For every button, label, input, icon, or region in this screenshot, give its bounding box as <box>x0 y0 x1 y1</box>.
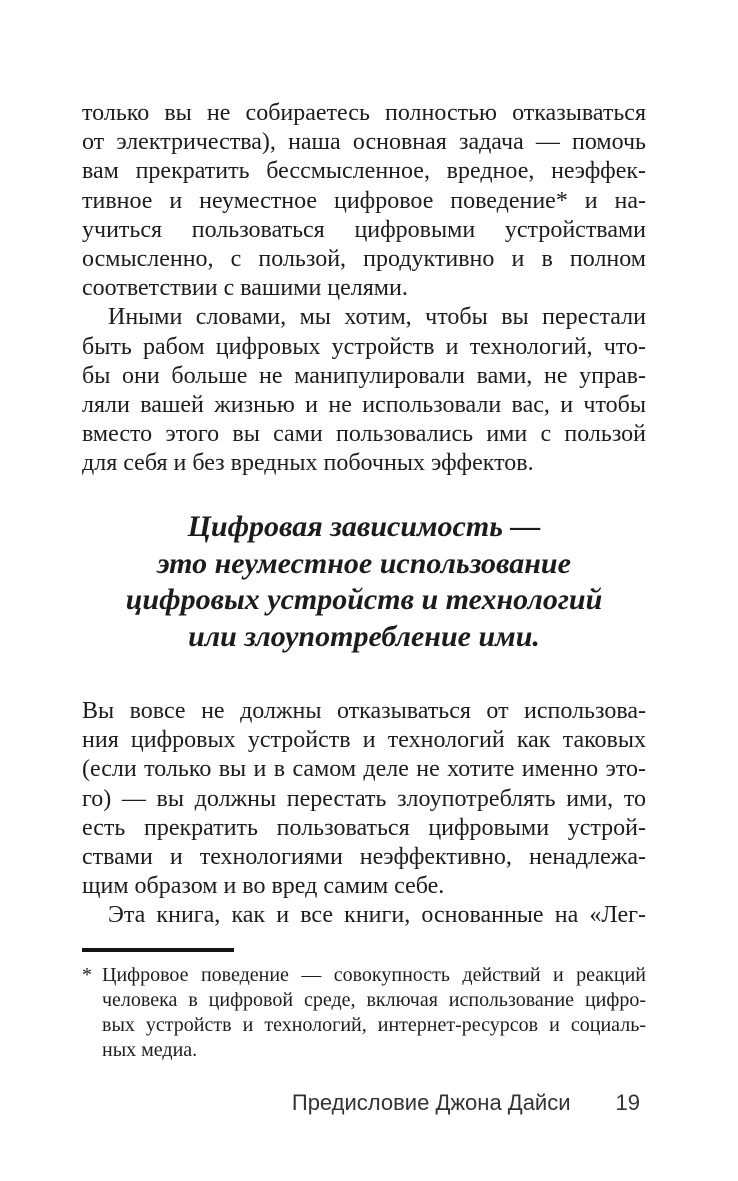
footnote <box>82 963 646 1063</box>
text-line: учиться пользоваться цифровыми устройствами <box>82 216 646 243</box>
text-line: бы они больше не манипулировали вами, не управ- <box>82 362 646 389</box>
page-number: 19 <box>615 1090 640 1115</box>
text-line: от электричества), наша основная задача — помочь <box>82 129 646 156</box>
text-line: Вы вовсе не должны отказываться от использова- <box>82 698 646 724</box>
pull-quote-heading <box>82 509 646 655</box>
footnote-divider <box>82 948 234 952</box>
text-line: щим образом и во вред самим себе. <box>82 873 445 900</box>
footnote-text <box>82 963 646 1063</box>
text-line: есть прекратить пользоваться цифровыми устрой- <box>82 814 646 841</box>
text-line: быть рабом цифровых устройств и технологий, что- <box>82 333 646 360</box>
text-line: (если только вы и в самом деле не хотите именно это- <box>82 756 646 783</box>
body-text-block-bottom <box>82 697 646 931</box>
pull-quote-line: или злоупотребление ими. <box>188 619 540 653</box>
footnote-line: вых устройств и технологий, интернет-ресурсов и социаль- <box>102 1014 646 1036</box>
text-line: осмысленно, с пользой, продуктивно и в полном <box>82 246 646 273</box>
text-line: ствами и технологиями неэффективно, ненадлежа- <box>82 844 646 871</box>
body-text-block-top <box>82 99 646 479</box>
text-line: только вы не собираетесь полностью отказываться <box>82 100 646 126</box>
page-footer <box>82 1090 646 1116</box>
pull-quote-line: это неуместное использование <box>157 546 571 580</box>
paragraph-2 <box>82 303 646 478</box>
text-line: соответствии с вашими целями. <box>82 275 408 302</box>
footnote-line: Цифровое поведение — совокупность действий и реакций <box>102 964 646 986</box>
text-line: ляли вашей жизнью и не использовали вас, и чтобы <box>82 392 646 419</box>
paragraph-4 <box>82 901 646 930</box>
paragraph-3 <box>82 697 646 901</box>
text-line: вам прекратить бессмысленное, вредное, неэффек- <box>82 158 646 185</box>
text-line: вместо этого вы сами пользовались ими с пользой <box>82 421 646 448</box>
text-line: для себя и без вредных побочных эффектов. <box>82 450 534 477</box>
footnote-line: человека в цифровой среде, включая использование цифро- <box>102 989 646 1011</box>
text-line: ния цифровых устройств и технологий как таковых <box>82 727 646 754</box>
paragraph-1 <box>82 99 646 303</box>
text-line: Иными словами, мы хотим, чтобы вы перестали <box>108 304 646 331</box>
text-line: го) — вы должны перестать злоупотреблять ими, то <box>82 785 646 812</box>
pull-quote-line: цифровых устройств и технологий <box>125 583 603 616</box>
text-line: Эта книга, как и все книги, основанные на «Лег- <box>108 902 646 929</box>
footnote-asterisk-marker: * <box>82 964 92 986</box>
text-line: тивное и неуместное цифровое поведение* и на- <box>82 187 646 214</box>
running-title: Предисловие Джона Дайси <box>291 1090 571 1115</box>
footnote-line: ных медиа. <box>102 1039 198 1061</box>
pull-quote-line: Цифровая зависимость — <box>187 510 541 543</box>
